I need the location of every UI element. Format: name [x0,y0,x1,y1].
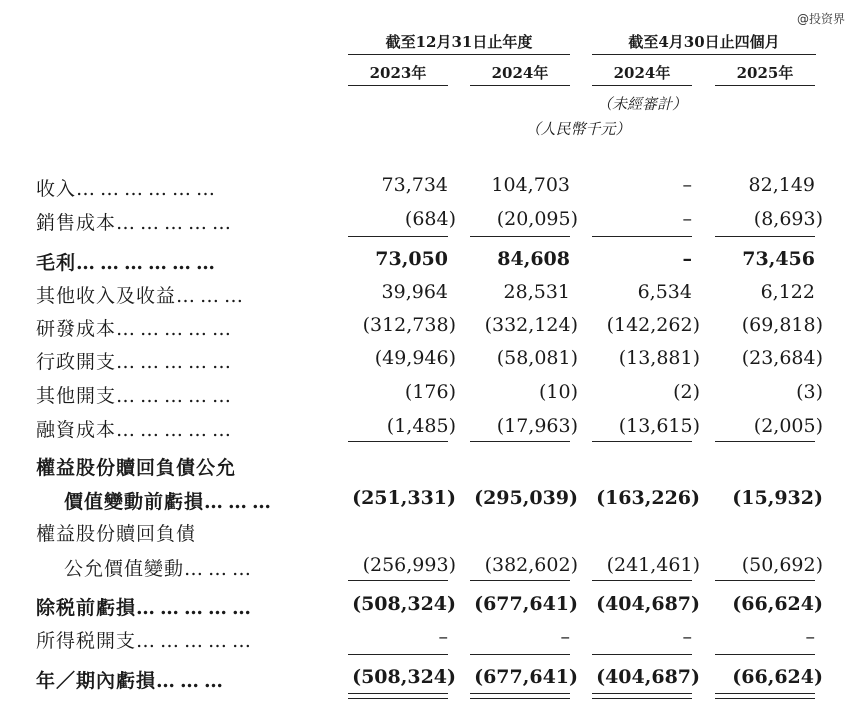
cell-2023: 39,964 [381,281,448,303]
cell-2023: 73,734 [381,174,448,196]
header-rule-period [592,54,816,55]
cell-2024: 104,703 [491,174,570,196]
row-label: 行政開支…………… [36,351,237,373]
currency-note: （人民幣千元） [525,120,631,138]
cell-2024: (382,602) [484,554,578,576]
cell-2025: (8,693) [753,208,823,230]
cell-2024: (58,081) [496,347,578,369]
subtotal-rule [715,441,815,442]
cell-2025: (69,818) [741,314,823,336]
total-double-rule [470,693,570,694]
cell-2023: – [438,626,448,648]
total-double-rule [348,693,448,694]
cell-2024: (677,641) [474,593,578,615]
cell-2024: (295,039) [474,487,578,509]
subtotal-rule [592,580,692,581]
subtotal-rule [348,236,448,237]
cell-2024-period: (142,262) [606,314,700,336]
cell-2024-period: (404,687) [596,666,700,688]
total-double-rule [592,698,692,699]
cell-2023: (49,946) [374,347,456,369]
subtotal-rule [592,441,692,442]
row-label: 銷售成本…………… [36,212,237,234]
subtotal-rule [470,654,570,655]
cell-2025: (3) [796,381,823,403]
total-double-rule [592,693,692,694]
row-label: 研發成本…………… [36,318,237,340]
watermark-text: @投资界 [796,12,845,26]
subtotal-rule [470,236,570,237]
cell-2025: (66,624) [732,593,823,615]
cell-2024: (20,095) [496,208,578,230]
total-double-rule [715,693,815,694]
cell-2024: 84,608 [497,248,570,270]
unaudited-note: （未經審計） [596,95,687,113]
subtotal-rule [715,580,815,581]
cell-2024-period: – [682,208,692,230]
row-label: 毛利……………… [36,252,221,274]
cell-2023: (176) [404,381,456,403]
rule-2025 [715,85,815,86]
row-label: 權益股份贖回負債公允 [36,457,237,479]
cell-2023: (684) [404,208,456,230]
cell-2024: (10) [538,381,578,403]
cell-2024-period: (13,615) [618,415,700,437]
subtotal-rule [348,580,448,581]
header-col-2024: 2024年 [491,64,549,82]
cell-2023: 73,050 [375,248,448,270]
subtotal-rule [715,236,815,237]
cell-2025: (66,624) [732,666,823,688]
cell-2023: (256,993) [362,554,456,576]
cell-2023: (251,331) [352,487,456,509]
total-double-rule [470,698,570,699]
cell-2023: (1,485) [386,415,456,437]
subtotal-rule [592,236,692,237]
cell-2024-period: – [682,248,692,270]
cell-2024-period: (404,687) [596,593,700,615]
total-double-rule [715,698,815,699]
rule-2023 [348,85,448,86]
header-col-2023: 2023年 [369,64,427,82]
subtotal-rule [348,654,448,655]
cell-2025: 82,149 [748,174,815,196]
row-label: 所得税開支…………… [36,630,257,652]
row-label: 權益股份贖回負債 [36,523,197,545]
cell-2024-period: – [682,626,692,648]
cell-2024-period: – [682,174,692,196]
header-rule-year [348,54,570,55]
subtotal-rule [592,654,692,655]
header-col-2025: 2025年 [736,64,794,82]
header-four-months: 截至4月30日止四個月 [628,33,780,51]
cell-2025: (50,692) [741,554,823,576]
cell-2024-period: (13,881) [618,347,700,369]
subtotal-rule [470,580,570,581]
cell-2024: (332,124) [484,314,578,336]
rule-2024-period [592,85,692,86]
row-label: 收入……………… [36,178,221,200]
total-double-rule [348,698,448,699]
subtotal-rule [470,441,570,442]
cell-2024: (677,641) [474,666,578,688]
row-label: 除税前虧損…………… [36,597,257,619]
cell-2024: – [560,626,570,648]
cell-2024-period: (241,461) [606,554,700,576]
cell-2025: (23,684) [741,347,823,369]
row-label: 其他開支…………… [36,385,237,407]
cell-2024: 28,531 [503,281,570,303]
cell-2025: 73,456 [742,248,815,270]
cell-2025: – [805,626,815,648]
cell-2024: (17,963) [496,415,578,437]
header-col-2024-period: 2024年 [613,64,671,82]
cell-2023: (508,324) [352,666,456,688]
row-label: 融資成本…………… [36,419,237,441]
rule-2024 [470,85,570,86]
cell-2023: (312,738) [362,314,456,336]
cell-2024-period: (163,226) [596,487,700,509]
row-label: 價值變動前虧損……… [64,491,277,513]
cell-2025: 6,122 [760,281,815,303]
header-year-ended: 截至12月31日止年度 [385,33,533,51]
cell-2023: (508,324) [352,593,456,615]
subtotal-rule [715,654,815,655]
row-label: 年／期內虧損……… [36,670,229,692]
subtotal-rule [348,441,448,442]
cell-2025: (2,005) [753,415,823,437]
cell-2024-period: (2) [673,381,700,403]
cell-2024-period: 6,534 [637,281,692,303]
row-label: 公允價值變動……… [64,558,257,580]
cell-2025: (15,932) [732,487,823,509]
row-label: 其他收入及收益……… [36,285,249,307]
